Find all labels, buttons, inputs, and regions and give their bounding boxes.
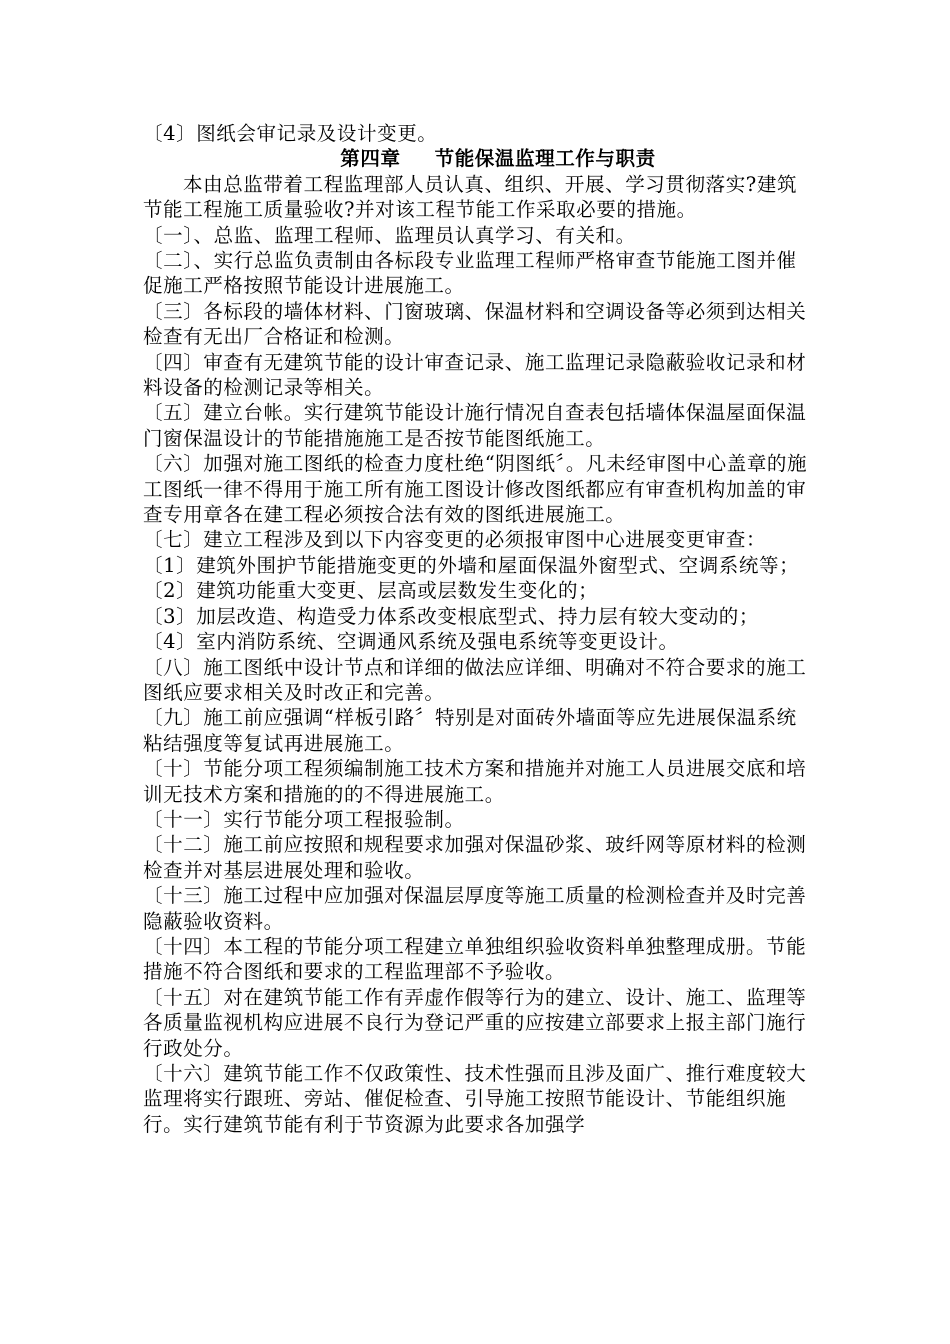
- list-item: 〔六〕加强对施工图纸的检查力度杜绝“阴图纸〞。凡未经审图中心盖章的施工图纸一律不得用于施工所有施工图设计修改图纸都应有审查机构加盖的审查专用章各在建工程必须按合法有效的图纸进展施工。: [143, 452, 808, 527]
- list-item: 〔三〕各标段的墙体材料、门窗玻璃、保温材料和空调设备等必须到达相关检查有无出厂合格证和检测。: [143, 299, 807, 349]
- list-item: 〔七〕建立工程涉及到以下内容变更的必须报审图中心进展变更审查：: [143, 528, 767, 552]
- list-item: 〔3〕加层改造、构造受力体系改变根底型式、持力层有较大变动的；: [143, 604, 760, 628]
- list-item: 〔八〕施工图纸中设计节点和详细的做法应详细、明确对不符合要求的施工图纸应要求相关及时改正和完善。: [143, 655, 807, 704]
- list-item: 〔九〕施工前应强调“样板引路〞特别是对面砖外墙面等应先进展保温系统粘结强度等复试再进展施工。: [143, 706, 797, 755]
- list-item: 〔1〕建筑外围护节能措施变更的外墙和屋面保温外窗型式、空调系统等；: [143, 553, 800, 577]
- list-item: 〔十六〕建筑节能工作不仅政策性、技术性强而且涉及面广、推行难度较大监理将实行跟班、旁站、催促检查、引导施工按照节能设计、节能组织施行。实行建筑节能有利于节资源为此要求各加强学: [143, 1062, 807, 1136]
- opening-paragraph: 本由总监带着工程监理部人员认真、组织、开展、学习贯彻落实?建筑节能工程施工质量验收?并对该工程节能工作采取必要的措施。: [143, 172, 798, 222]
- chapter-heading: [143, 146, 813, 171]
- list-item: 〔五〕建立台帐。实行建筑节能设计施行情况自查表包括墙体保温屋面保温门窗保温设计的节能措施施工是否按节能图纸施工。: [143, 401, 807, 450]
- list-item: 〔四〕审查有无建筑节能的设计审查记录、施工监理记录隐蔽验收记录和材料设备的检测记录等相关。: [143, 350, 807, 400]
- list-item: 〔十四〕本工程的节能分项工程建立单独组织验收资料单独整理成册。节能措施不符合图纸和要求的工程监理部不予验收。: [143, 934, 807, 984]
- list-item: 〔十五〕对在建筑节能工作有弄虚作假等行为的建立、设计、施工、监理等各质量监视机构应进展不良行为登记严重的应按建立部要求上报主部门施行行政处分。: [143, 985, 807, 1060]
- chapter-number: 第四章: [340, 147, 401, 171]
- list-item: 〔十二〕施工前应按照和规程要求加强对保温砂浆、玻纤网等原材料的检测检查并对基层进展处理和验收。: [143, 833, 807, 882]
- list-item: 〔十〕节能分项工程须编制施工技术方案和措施并对施工人员进展交底和培训无技术方案和措施的的不得进展施工。: [143, 757, 807, 806]
- list-item: 〔2〕建筑功能重大变更、层高或层数发生变化的；: [143, 579, 599, 603]
- chapter-title: 节能保温监理工作与职责: [434, 147, 656, 171]
- list-item: 〔二〕、实行总监负责制由各标段专业监理工程师严格审查节能施工图并催促施工严格按照节能设计进展施工。: [143, 249, 797, 298]
- list-item: 〔一〕、总监、监理工程师、监理员认真学习、有关和。: [143, 223, 636, 247]
- list-item: 〔4〕室内消防系统、空调通风系统及强电系统等变更设计。: [143, 630, 679, 654]
- list-item: 〔十三〕施工过程中应加强对保温层厚度等施工质量的检测检查并及时完善隐蔽验收资料。: [143, 884, 807, 933]
- list-item: 〔十一〕实行节能分项工程报验制。: [143, 807, 465, 831]
- intro-item: 〔4〕图纸会审记录及设计变更。: [143, 122, 438, 145]
- document-page: [143, 121, 813, 1137]
